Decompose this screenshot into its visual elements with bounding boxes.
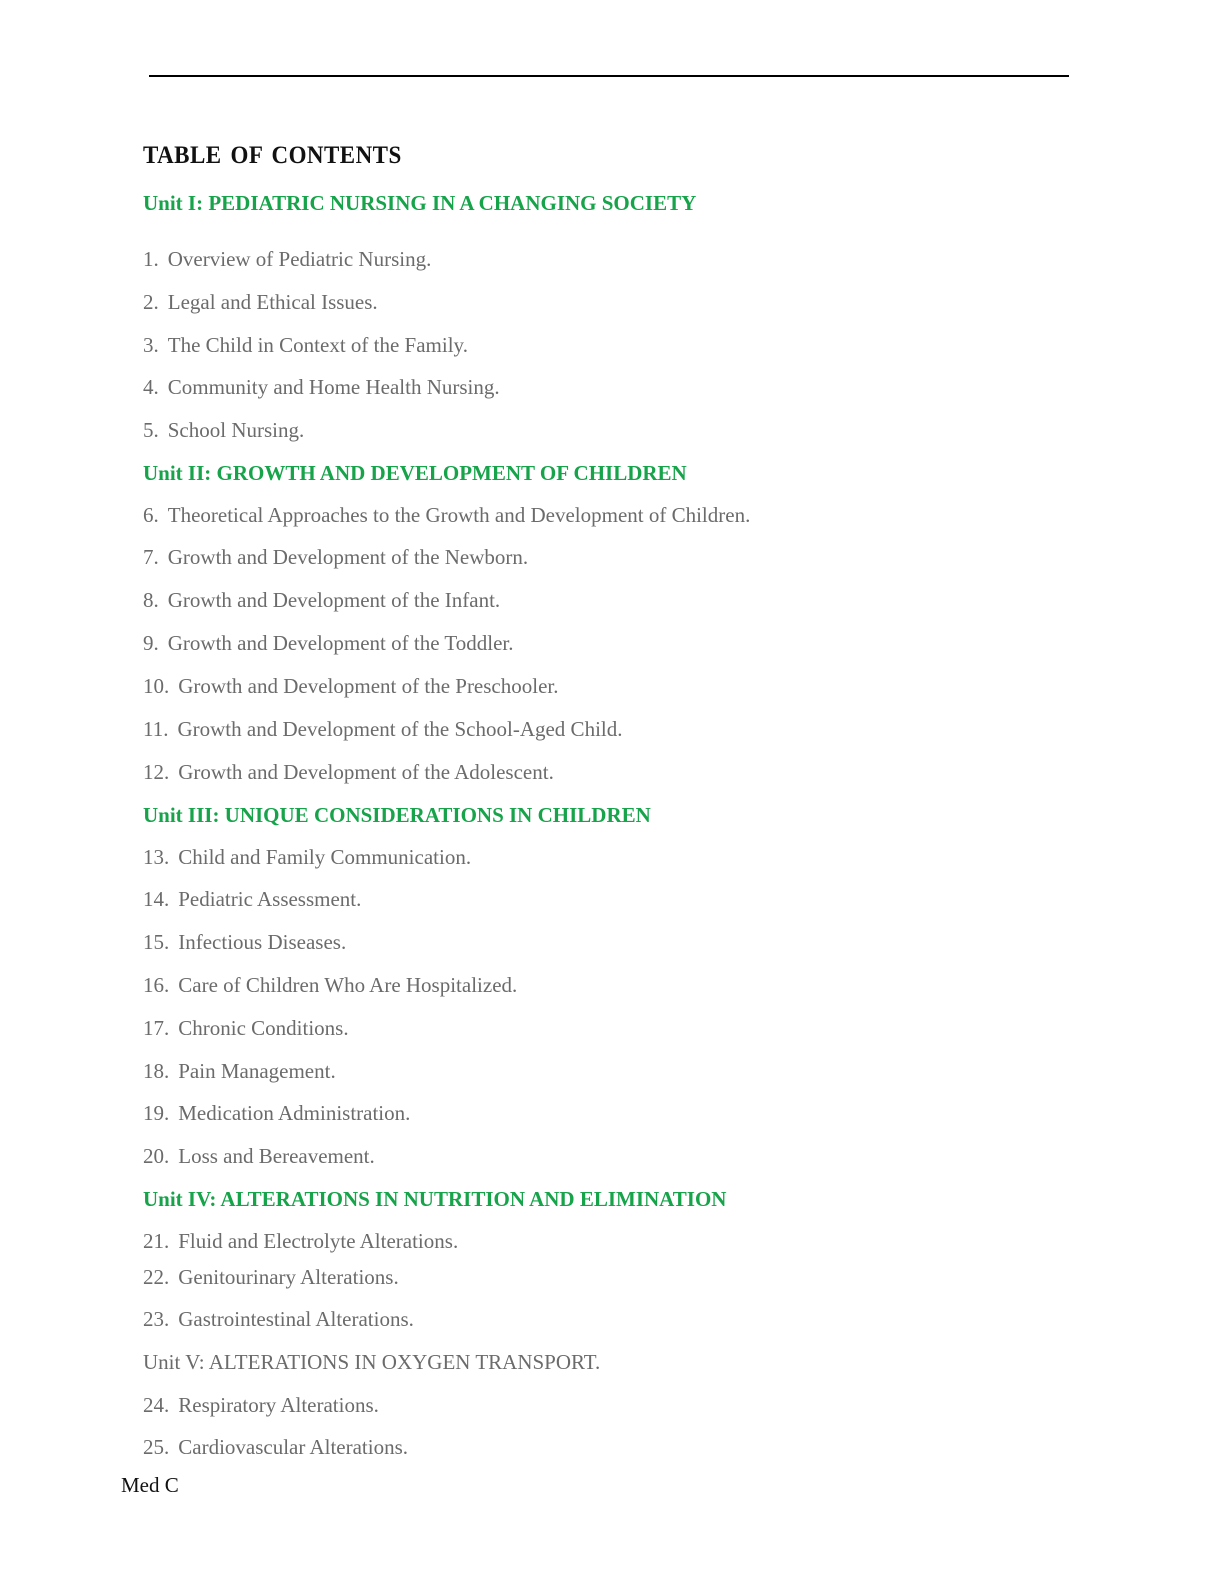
chapter-title: Growth and Development of the Infant. [167,588,501,612]
toc-entry [143,1434,408,1460]
chapter-title: Genitourinary Alterations. [178,1265,399,1289]
chapter-title: Infectious Diseases. [178,930,347,954]
unit-heading: Unit III: UNIQUE CONSIDERATIONS IN CHILDREN [143,803,651,827]
page-footer: Med C [121,1473,179,1497]
chapter-title: Pediatric Assessment. [178,887,362,911]
toc-entry [143,1058,336,1084]
toc-entry [143,332,468,358]
toc-entry [143,502,750,528]
chapter-title: School Nursing. [167,418,305,442]
unit-heading: Unit I: PEDIATRIC NURSING IN A CHANGING SOCIETY [143,191,697,215]
chapter-title: The Child in Context of the Family. [167,333,468,357]
toc-entry [143,587,500,613]
chapter-number: 5. [143,418,159,442]
chapter-title: Growth and Development of the Newborn. [167,545,529,569]
chapter-number: 15. [143,930,170,954]
unit-heading: Unit V: ALTERATIONS IN OXYGEN TRANSPORT. [143,1350,601,1374]
chapter-number: 12. [143,760,170,784]
chapter-number: 23. [143,1307,170,1331]
toc-entry [143,929,346,955]
toc-entry [143,417,304,443]
chapter-title: Growth and Development of the Toddler. [167,631,514,655]
chapter-title: Respiratory Alterations. [178,1393,379,1417]
toc-entry [143,289,378,315]
toc-entry [143,630,513,656]
toc-entry [143,673,559,699]
toc-entry [143,1100,410,1126]
chapter-number: 1. [143,247,159,271]
toc-entry [143,1392,379,1418]
unit-heading: Unit II: GROWTH AND DEVELOPMENT OF CHILDREN [143,461,687,485]
toc-entry [143,1306,414,1332]
toc-entry [143,716,622,742]
chapter-number: 3. [143,333,159,357]
chapter-number: 21. [143,1229,170,1253]
chapter-number: 19. [143,1101,170,1125]
unit-heading: Unit IV: ALTERATIONS IN NUTRITION AND ELIMINATION [143,1187,727,1211]
chapter-title: Chronic Conditions. [178,1016,349,1040]
chapter-title: Loss and Bereavement. [178,1144,375,1168]
chapter-title: Theoretical Approaches to the Growth and Development of Children. [167,503,751,527]
toc-entry [143,759,554,785]
chapter-number: 10. [143,674,170,698]
chapter-title: Growth and Development of the Adolescent. [178,760,554,784]
chapter-title: Overview of Pediatric Nursing. [167,247,432,271]
chapter-title: Community and Home Health Nursing. [167,375,500,399]
chapter-title: Fluid and Electrolyte Alterations. [178,1229,459,1253]
chapter-number: 24. [143,1393,170,1417]
toc-entry [143,972,517,998]
toc-entry [143,1143,375,1169]
chapter-number: 4. [143,375,159,399]
chapter-number: 18. [143,1059,170,1083]
chapter-number: 16. [143,973,170,997]
page-title: TABLE OF CONTENTS [143,142,402,169]
chapter-title: Medication Administration. [178,1101,411,1125]
chapter-number: 17. [143,1016,170,1040]
toc-entry [143,374,500,400]
header-rule [149,75,1069,77]
toc-entry [143,1264,399,1290]
toc-entry [143,1228,458,1254]
chapter-title: Care of Children Who Are Hospitalized. [178,973,518,997]
toc-entry [143,886,361,912]
toc-entry [143,544,528,570]
chapter-number: 22. [143,1265,170,1289]
chapter-number: 2. [143,290,159,314]
chapter-number: 20. [143,1144,170,1168]
chapter-number: 6. [143,503,159,527]
chapter-title: Growth and Development of the School-Aged Child. [177,717,623,741]
chapter-number: 25. [143,1435,170,1459]
chapter-title: Pain Management. [178,1059,336,1083]
chapter-number: 8. [143,588,159,612]
toc-entry [143,246,431,272]
chapter-number: 13. [143,845,170,869]
toc-entry [143,1015,349,1041]
chapter-title: Gastrointestinal Alterations. [178,1307,414,1331]
chapter-title: Legal and Ethical Issues. [167,290,378,314]
chapter-number: 9. [143,631,159,655]
toc-entry [143,844,471,870]
chapter-title: Child and Family Communication. [178,845,472,869]
chapter-title: Growth and Development of the Preschooler. [178,674,559,698]
chapter-number: 11. [143,717,169,741]
chapter-title: Cardiovascular Alterations. [178,1435,409,1459]
chapter-number: 7. [143,545,159,569]
chapter-number: 14. [143,887,170,911]
